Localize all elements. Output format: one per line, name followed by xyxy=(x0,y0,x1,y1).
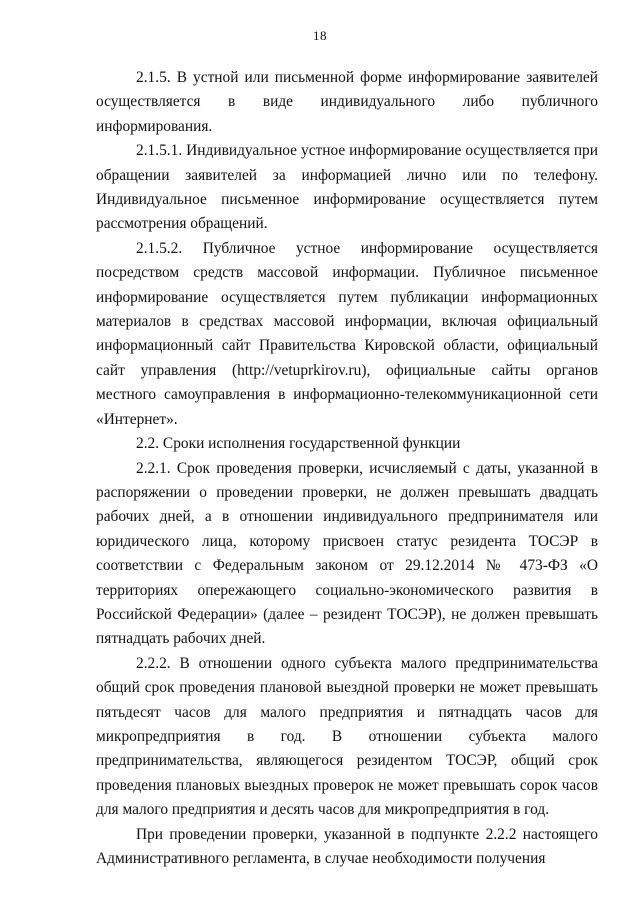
paragraph-2-1-5-1: 2.1.5.1. Индивидуальное устное информирование осуществляется при обращении заявителей за информацией лично или по телефону. Индивидуальное письменное информирование осуществляется путем рассмотрения обращений. xyxy=(96,142,598,233)
page-number: 18 xyxy=(313,28,327,43)
paragraph-continuation: При проведении проверки, указанной в подпункте 2.2.2 настоящего Административного регламента, в случае необходимости получения xyxy=(96,825,598,867)
paragraph-2-2-1: 2.2.1. Срок проведения проверки, исчисляемый с даты, указанной в распоряжении о проведении проверки, не должен превышать двадцать рабочих дней, а в отношении индивидуального предпринимателя или юридического лица, которому присвоен статус резидента ТОСЭР в соответствии с Федеральным законом от 29.12.2014 № 473-ФЗ «О территориях опережающего социально-экономического развития в Российской Федерации» (далее – резидент ТОСЭР), не должен превышать пятнадцать рабочих дней. xyxy=(96,459,598,648)
paragraph-2-1-5: 2.1.5. В устной или письменной форме информирование заявителей осуществляется в виде индивидуального либо публичного информирования. xyxy=(96,69,598,135)
paragraph-2-2-2: 2.2.2. В отношении одного субъекта малого предпринимательства общий срок проведения плановой выездной проверки не может превышать пятьдесят часов для малого предприятия и пятнадцать часов для микропредприятия в год. В отношении субъекта малого предпринимательства, являющегося резидентом ТОСЭР, общий срок проведения плановых выездных проверок не может превышать сорок часов для малого предприятия и десять часов для микропредприятия в год. xyxy=(96,654,598,819)
paragraph-2-1-5-2: 2.1.5.2. Публичное устное информирование осуществляется посредством средств массовой информации. Публичное письменное информирование осуществляется путем публикации информационных материалов в средствах массовой информации, включая официальный информационный сайт Правительства Кировской области, официальный сайт управления (http://vetuprkirov.ru), официальные сайты органов местного самоуправления в информационно-телекоммуникационной сети «Интернет». xyxy=(96,239,598,428)
document-body xyxy=(96,66,598,871)
section-heading-2-2: 2.2. Сроки исполнения государственной функции xyxy=(136,435,461,453)
